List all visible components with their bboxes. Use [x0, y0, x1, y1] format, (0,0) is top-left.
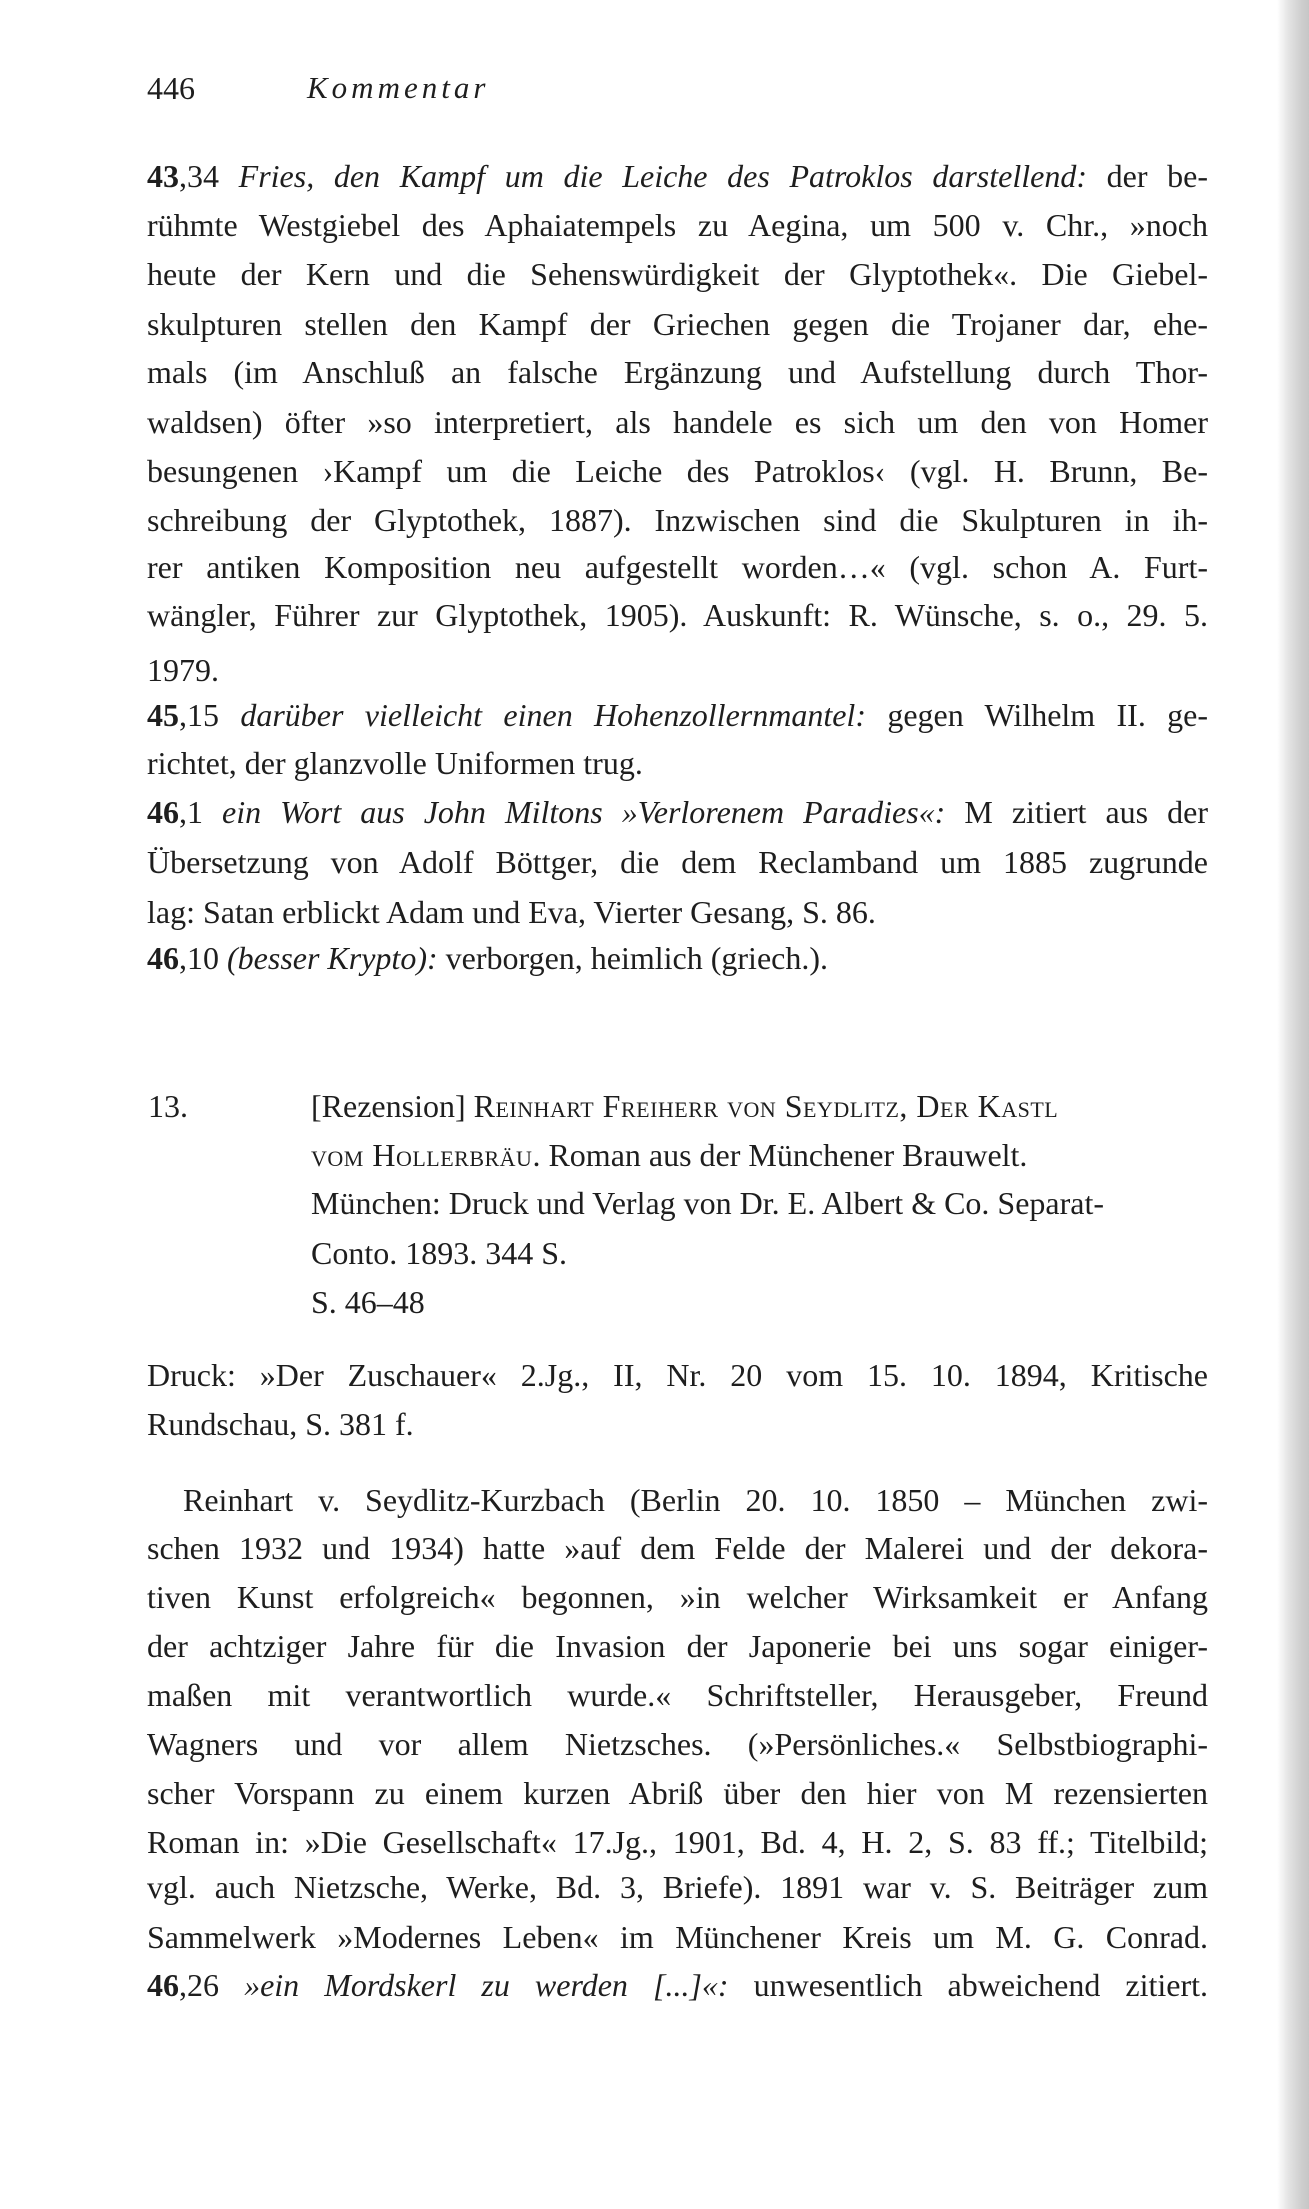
note-ref-page: 45: [147, 697, 179, 733]
note-lemma: Fries, den Kampf um die Leiche des Patroklos darstellend:: [238, 158, 1087, 194]
note-line: heute der Kern und die Sehenswürdigkeit der Glyptothek«. Die Giebel-: [147, 256, 1208, 292]
entry-subtitle: . Roman aus der Münchener Brauwelt.: [532, 1137, 1028, 1173]
paragraph-line: vgl. auch Nietzsche, Werke, Bd. 3, Briefe). 1891 war v. S. Beiträger zum: [147, 1869, 1208, 1905]
note-ref-line: ,15: [179, 697, 241, 733]
entry-number: 13.: [148, 1088, 188, 1124]
note-text: unwesentlich abweichend zitiert.: [728, 1967, 1209, 2003]
entry-line: München: Druck und Verlag von Dr. E. Albert & Co. Separat-: [311, 1185, 1105, 1221]
final-note: [147, 1965, 1208, 2005]
entry-pages: S. 46–48: [311, 1284, 425, 1320]
note-line: richtet, der glanzvolle Uniformen trug.: [147, 745, 643, 781]
paragraph-line: Sammelwerk »Modernes Leben« im Münchener Kreis um M. G. Conrad.: [147, 1919, 1208, 1955]
note-line: waldsen) öfter »so interpretiert, als handele es sich um den von Homer: [147, 404, 1208, 440]
page-edge-shadow: [1277, 0, 1309, 2209]
paragraph-line: Roman in: »Die Gesellschaft« 17.Jg., 1901, Bd. 4, H. 2, S. 83 ff.; Titelbild;: [147, 1824, 1208, 1860]
note-lemma: »ein Mordskerl zu werden [...]«:: [244, 1967, 729, 2003]
entry-prefix: [Rezension]: [311, 1088, 474, 1124]
note-line: [147, 695, 1208, 735]
note-ref-page: 46: [147, 1967, 179, 2003]
note-ref-page: 46: [147, 940, 179, 976]
paragraph-line: schen 1932 und 1934) hatte »auf dem Felde der Malerei und der dekora-: [147, 1530, 1208, 1566]
print-info-line: Rundschau, S. 381 f.: [147, 1406, 414, 1442]
note-line: schreibung der Glyptothek, 1887). Inzwischen sind die Skulpturen in ih-: [147, 502, 1208, 538]
note-text: M zitiert aus der: [945, 794, 1209, 830]
paragraph-line: maßen mit verantwortlich wurde.« Schriftsteller, Herausgeber, Freund: [147, 1677, 1208, 1713]
note-line: [147, 156, 1208, 196]
note-lemma: (besser Krypto):: [227, 940, 438, 976]
note-line: Übersetzung von Adolf Böttger, die dem Reclamband um 1885 zugrunde: [147, 844, 1208, 880]
note-ref-page: 46: [147, 794, 179, 830]
print-info-line: Druck: »Der Zuschauer« 2.Jg., II, Nr. 20 vom 15. 10. 1894, Kritische: [147, 1357, 1208, 1393]
note-line: rühmte Westgiebel des Aphaiatempels zu Aegina, um 500 v. Chr., »noch: [147, 207, 1208, 243]
paragraph-line: scher Vorspann zu einem kurzen Abriß über den hier von M rezensierten: [147, 1775, 1208, 1811]
note-line: rer antiken Komposition neu aufgestellt worden…« (vgl. schon A. Furt-: [147, 549, 1208, 585]
entry-author-title: Reinhart Freiherr von Seydlitz, Der Kastl: [473, 1088, 1059, 1124]
note-ref-line: ,1: [179, 794, 223, 830]
paragraph-line: Reinhart v. Seydlitz-Kurzbach (Berlin 20. 10. 1850 – München zwi-: [183, 1482, 1208, 1518]
note-lemma: darüber vielleicht einen Hohenzollernmantel:: [240, 697, 866, 733]
paragraph-line: Wagners und vor allem Nietzsches. (»Persönliches.« Selbstbiographi-: [147, 1726, 1208, 1762]
entry-line: Conto. 1893. 344 S.: [311, 1235, 568, 1271]
paragraph-line: der achtziger Jahre für die Invasion der Japonerie bei uns sogar einiger-: [147, 1628, 1208, 1664]
entry-line: [311, 1135, 1188, 1175]
paragraph-line: tiven Kunst erfolgreich« begonnen, »in welcher Wirksamkeit er Anfang: [147, 1579, 1208, 1615]
note-line: mals (im Anschluß an falsche Ergänzung und Aufstellung durch Thor-: [147, 354, 1208, 390]
note-text: der be-: [1087, 158, 1209, 194]
note-text: verborgen, heimlich (griech.).: [437, 940, 828, 976]
note-line: lag: Satan erblickt Adam und Eva, Vierter Gesang, S. 86.: [147, 894, 876, 930]
note-ref-line: ,10: [179, 940, 227, 976]
page-number: 446: [147, 70, 195, 106]
note-ref-page: 43: [147, 158, 179, 194]
note-line: wängler, Führer zur Glyptothek, 1905). Auskunft: R. Wünsche, s. o., 29. 5.: [147, 597, 1208, 633]
note-line: skulpturen stellen den Kampf der Griechen gegen die Trojaner dar, ehe-: [147, 306, 1208, 342]
entry-title-cont: vom Hollerbräu: [311, 1137, 533, 1173]
note-lemma: ein Wort aus John Miltons »Verlorenem Paradies«:: [222, 794, 946, 830]
note-line: 1979.: [147, 652, 219, 688]
note-line: [147, 792, 1208, 832]
note-line: besungenen ›Kampf um die Leiche des Patroklos‹ (vgl. H. Brunn, Be-: [147, 453, 1208, 489]
note-text: gegen Wilhelm II. ge-: [865, 697, 1209, 733]
note-ref-line: ,26: [179, 1967, 245, 2003]
note-ref-line: ,34: [179, 158, 239, 194]
note-line: [147, 938, 1208, 978]
running-title: Kommentar: [307, 70, 490, 105]
entry-line: [311, 1086, 1188, 1126]
